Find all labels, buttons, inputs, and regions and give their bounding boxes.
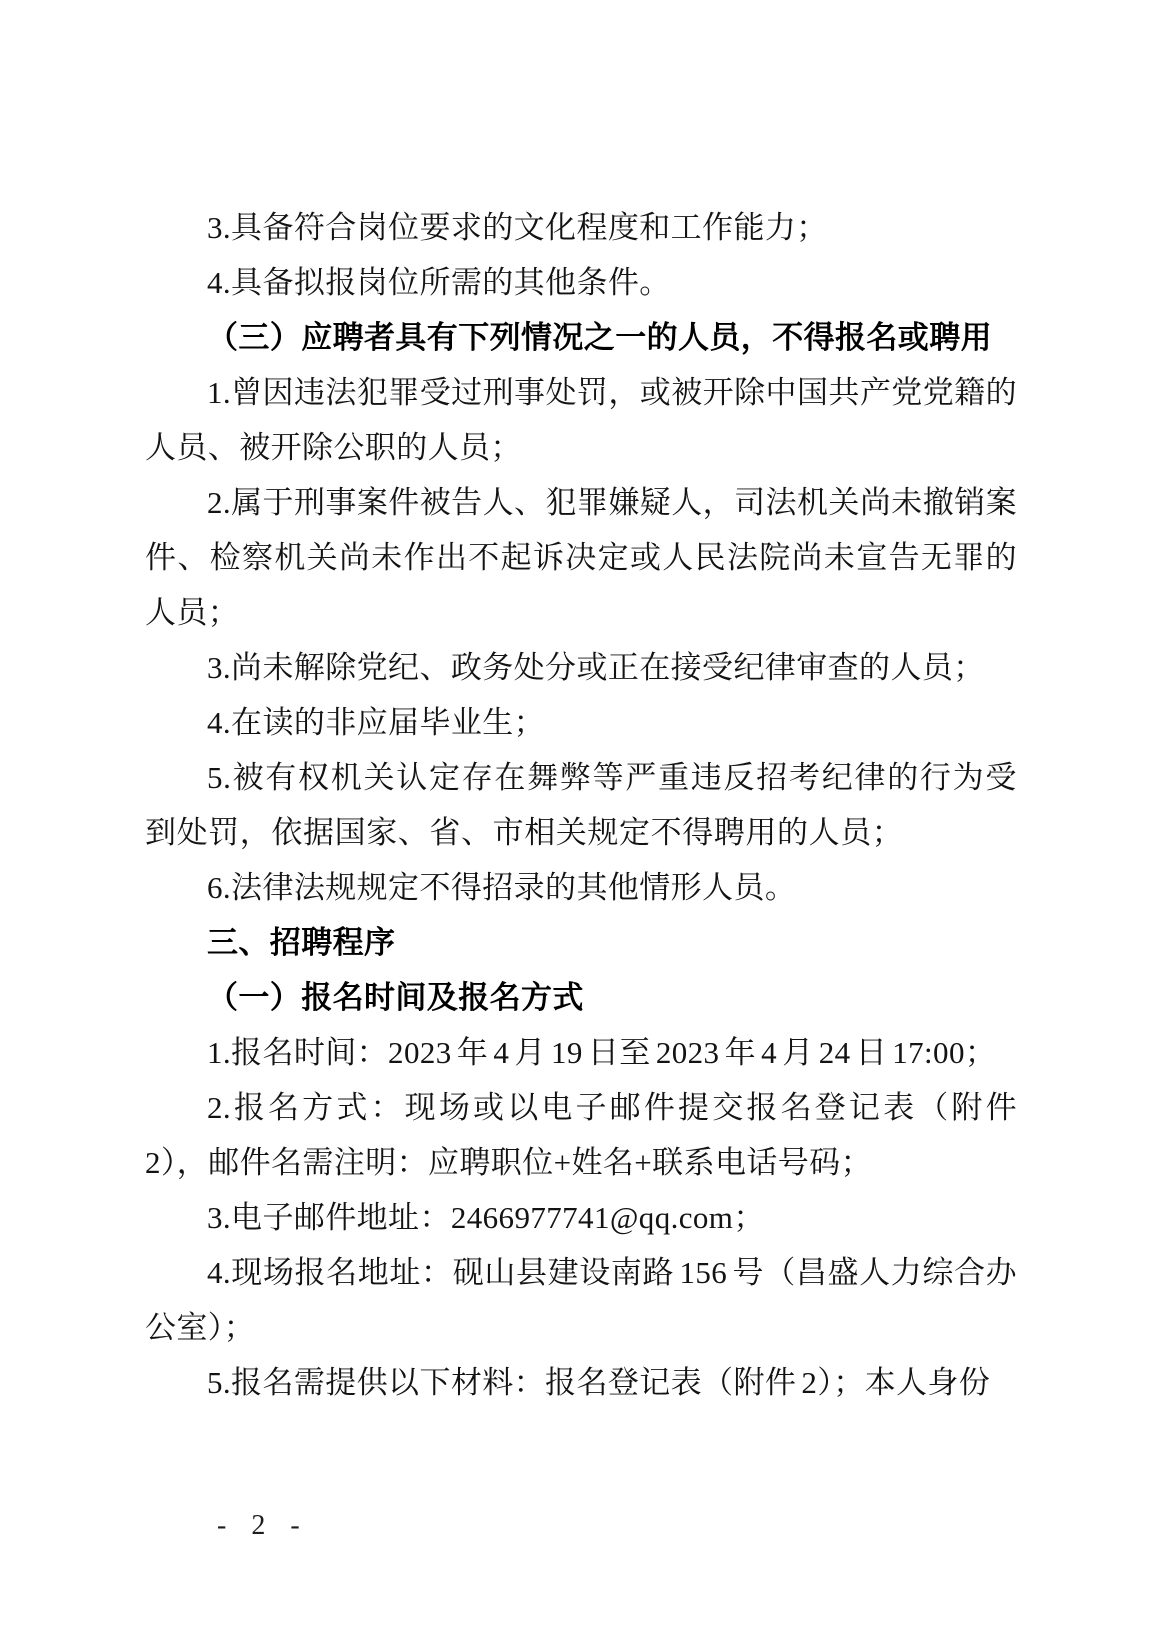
body-paragraph: 4.具备拟报岗位所需的其他条件。: [207, 265, 671, 300]
body-paragraph: 3.具备符合岗位要求的文化程度和工作能力；: [207, 210, 828, 245]
body-paragraph: 1.曾因违法犯罪受过刑事处罚，或被开除中国共产党党籍的人员、被开除公职的人员；: [145, 375, 1017, 465]
body-paragraph: 3.尚未解除党纪、政务处分或正在接受纪律审查的人员；: [207, 650, 985, 685]
heading-recruitment-procedure: 三、招聘程序: [207, 925, 396, 960]
page-footer: [153, 1478, 309, 1574]
body-paragraph: 4.现场报名地址：砚山县建设南路 156 号（昌盛人力综合办公室）；: [145, 1255, 1017, 1345]
document-body: [145, 200, 1017, 1410]
body-paragraph: 2.属于刑事案件被告人、犯罪嫌疑人，司法机关尚未撤销案件、检察机关尚未作出不起诉决定或人民法院尚未宣告无罪的人员；: [145, 485, 1017, 630]
body-paragraph: 5.被有权机关认定存在舞弊等严重违反招考纪律的行为受到处罚，依据国家、省、市相关规定不得聘用的人员；: [145, 760, 1017, 850]
heading-registration-time-method: （一）报名时间及报名方式: [207, 980, 584, 1015]
body-paragraph: 1.报名时间：2023 年 4 月 19 日至 2023 年 4 月 24 日 17:00；: [207, 1035, 997, 1070]
body-paragraph: 2.报名方式：现场或以电子邮件提交报名登记表（附件 2），邮件名需注明：应聘职位+姓名+联系电话号码；: [145, 1090, 1017, 1180]
heading-disqualification-criteria: （三）应聘者具有下列情况之一的人员，不得报名或聘用: [207, 320, 992, 355]
body-paragraph: 4.在读的非应届毕业生；: [207, 705, 546, 740]
body-paragraph: 6.法律法规规定不得招录的其他情形人员。: [207, 870, 797, 905]
body-paragraph: 3.电子邮件地址：2466977741@qq.com；: [207, 1200, 765, 1235]
body-paragraph: 5.报名需提供以下材料：报名登记表（附件 2）；本人身份: [207, 1365, 991, 1400]
page-number: - 2 -: [217, 1510, 309, 1541]
